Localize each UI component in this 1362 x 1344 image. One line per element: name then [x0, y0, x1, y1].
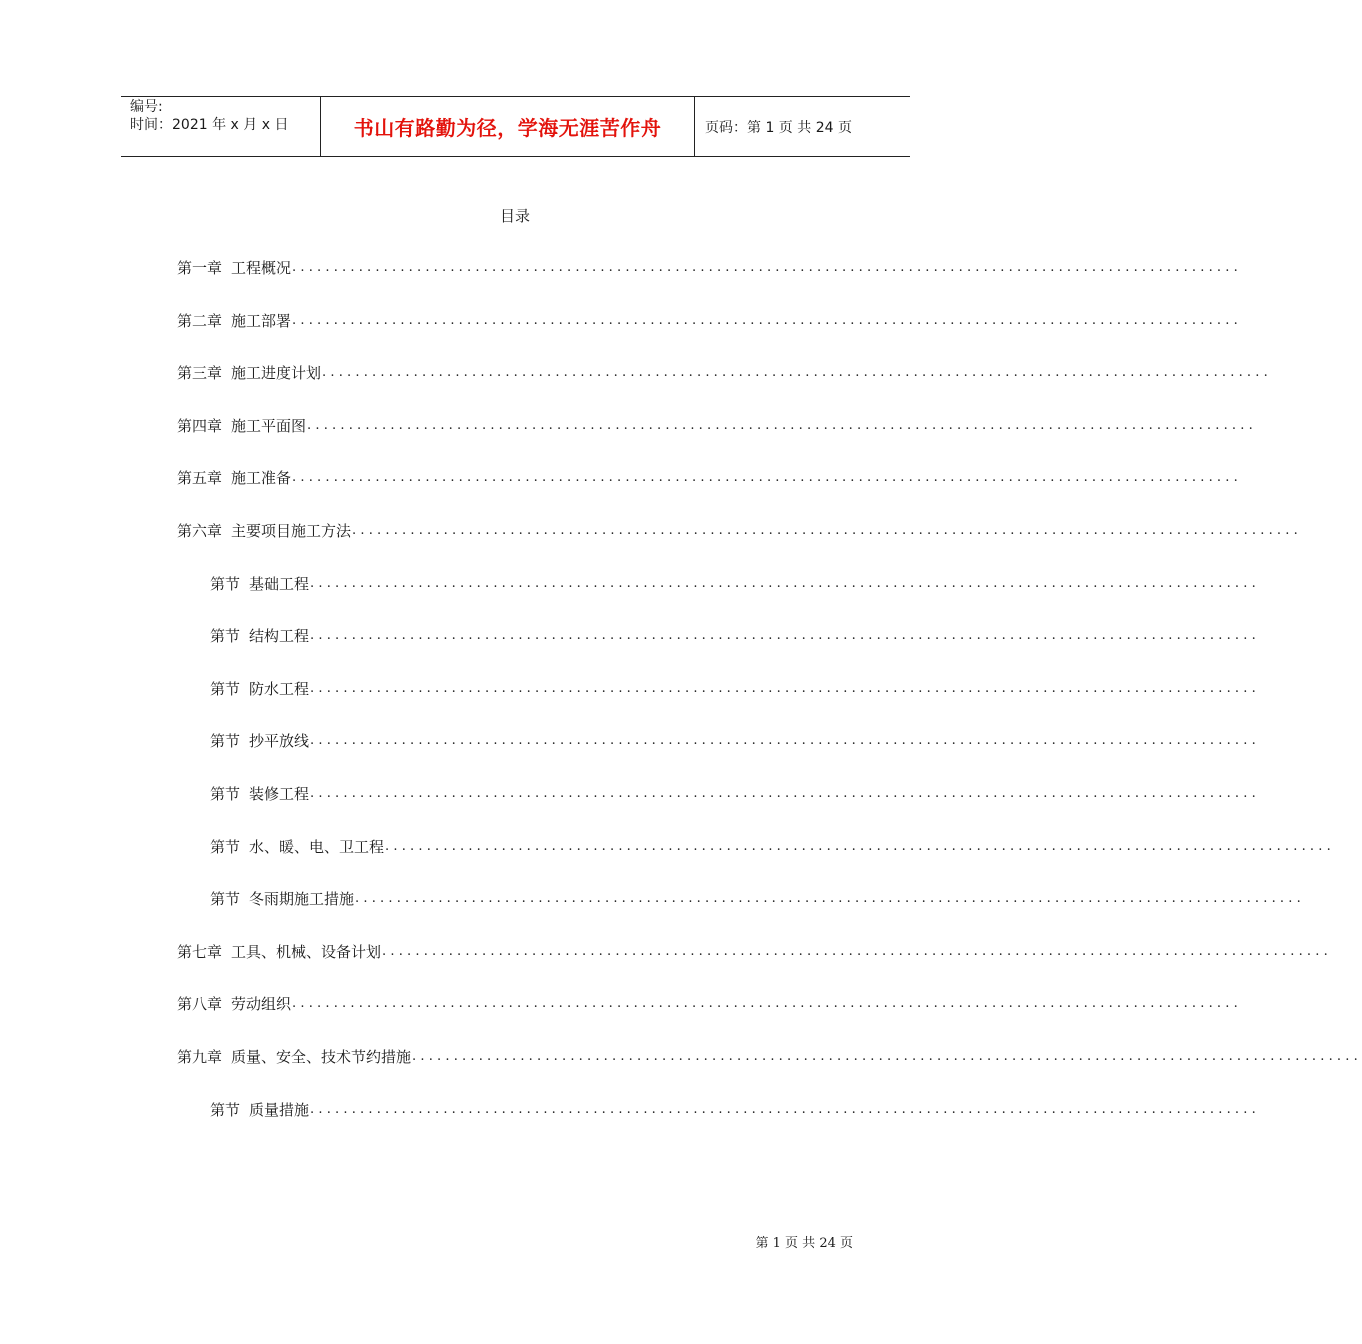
- toc-dot-leader: ..................................................................................................................: [355, 891, 1305, 906]
- toc-entry-11[interactable]: [210, 784, 1260, 804]
- toc-entry-text: 施工平面图: [231, 417, 307, 435]
- toc-entry-prefix: 第七章: [177, 943, 223, 961]
- toc-dot-leader: ..................................................................................................................: [292, 470, 1242, 485]
- toc-entry-prefix: 第节: [210, 890, 241, 908]
- page-footer: 第 1 页 共 24 页: [755, 1236, 853, 1251]
- toc-entry-6[interactable]: [177, 521, 1302, 541]
- toc-entry-2[interactable]: [177, 311, 1242, 331]
- toc-dot-leader: ..................................................................................................................: [310, 733, 1260, 748]
- toc-entry-prefix: 第六章: [177, 522, 223, 540]
- toc-entry-15[interactable]: [177, 994, 1242, 1014]
- toc-entry-text: 抄平放线: [249, 732, 310, 750]
- toc-entry-prefix: 第九章: [177, 1048, 223, 1066]
- toc-entry-text: 防水工程: [249, 680, 310, 698]
- toc-dot-leader: ..................................................................................................................: [382, 944, 1332, 959]
- toc-entry-text: 施工准备: [231, 469, 292, 487]
- toc-entry-17[interactable]: [210, 1100, 1260, 1120]
- toc-entry-prefix: 第节: [210, 680, 241, 698]
- toc-entry-12[interactable]: [210, 837, 1335, 857]
- toc-entry-prefix: 第节: [210, 627, 241, 645]
- toc-entry-text: 质量、安全、技术节约措施: [231, 1048, 412, 1066]
- toc-dot-leader: ..................................................................................................................: [292, 313, 1242, 328]
- toc-entry-text: 基础工程: [249, 575, 310, 593]
- toc-entry-prefix: 第八章: [177, 995, 223, 1013]
- toc-entry-4[interactable]: [177, 416, 1257, 436]
- toc-entry-text: 劳动组织: [231, 995, 292, 1013]
- toc-entry-16[interactable]: [177, 1047, 1362, 1067]
- toc-entry-prefix: 第节: [210, 1101, 241, 1119]
- toc-entry-9[interactable]: [210, 679, 1260, 699]
- toc-entry-text: 装修工程: [249, 785, 310, 803]
- toc-dot-leader: ..................................................................................................................: [292, 260, 1242, 275]
- toc-dot-leader: ..................................................................................................................: [322, 365, 1272, 380]
- toc-entry-prefix: 第节: [210, 785, 241, 803]
- toc-entry-7[interactable]: [210, 574, 1260, 594]
- toc-entry-3[interactable]: [177, 363, 1272, 383]
- toc-entry-1[interactable]: [177, 258, 1242, 278]
- header-page-info: 页码：第 1 页 共 24 页: [705, 119, 852, 136]
- toc-entry-text: 工具、机械、设备计划: [231, 943, 382, 961]
- page-header: [121, 96, 910, 157]
- toc-entry-text: 工程概况: [231, 259, 292, 277]
- toc-dot-leader: ..................................................................................................................: [310, 681, 1260, 696]
- toc-dot-leader: ..................................................................................................................: [310, 576, 1260, 591]
- toc-entry-text: 水、暖、电、卫工程: [249, 838, 385, 856]
- serial-number-label: 编号:: [130, 99, 163, 115]
- toc-entry-text: 结构工程: [249, 627, 310, 645]
- toc-dot-leader: ..................................................................................................................: [412, 1049, 1362, 1064]
- toc-entry-prefix: 第二章: [177, 312, 223, 330]
- toc-entry-prefix: 第三章: [177, 364, 223, 382]
- toc-title: 目录: [499, 207, 530, 225]
- toc-entry-text: 主要项目施工方法: [231, 522, 352, 540]
- toc-entry-5[interactable]: [177, 468, 1242, 488]
- toc-entry-8[interactable]: [210, 626, 1260, 646]
- toc-dot-leader: ..................................................................................................................: [292, 996, 1242, 1011]
- toc-entry-prefix: 第五章: [177, 469, 223, 487]
- toc-entry-prefix: 第节: [210, 575, 241, 593]
- time-label: 时间：2021 年 x 月 x 日: [130, 117, 289, 133]
- toc-dot-leader: ..................................................................................................................: [310, 786, 1260, 801]
- toc-entry-text: 质量措施: [249, 1101, 310, 1119]
- toc-entry-prefix: 第节: [210, 732, 241, 750]
- toc-entry-14[interactable]: [177, 942, 1332, 962]
- toc-dot-leader: ..................................................................................................................: [385, 839, 1335, 854]
- toc-entry-text: 施工部署: [231, 312, 292, 330]
- header-motto: 书山有路勤为径，学海无涯苦作舟: [321, 97, 695, 156]
- toc-entry-text: 施工进度计划: [231, 364, 322, 382]
- toc-entry-13[interactable]: [210, 889, 1305, 909]
- toc-dot-leader: ..................................................................................................................: [352, 523, 1302, 538]
- toc-entry-10[interactable]: [210, 731, 1260, 751]
- toc-entry-prefix: 第一章: [177, 259, 223, 277]
- toc-entry-prefix: 第四章: [177, 417, 223, 435]
- toc-dot-leader: ..................................................................................................................: [310, 1102, 1260, 1117]
- toc-dot-leader: ..................................................................................................................: [307, 418, 1257, 433]
- header-meta: [121, 97, 321, 156]
- toc-dot-leader: ..................................................................................................................: [310, 628, 1260, 643]
- toc-entry-text: 冬雨期施工措施: [249, 890, 355, 908]
- toc-entry-prefix: 第节: [210, 838, 241, 856]
